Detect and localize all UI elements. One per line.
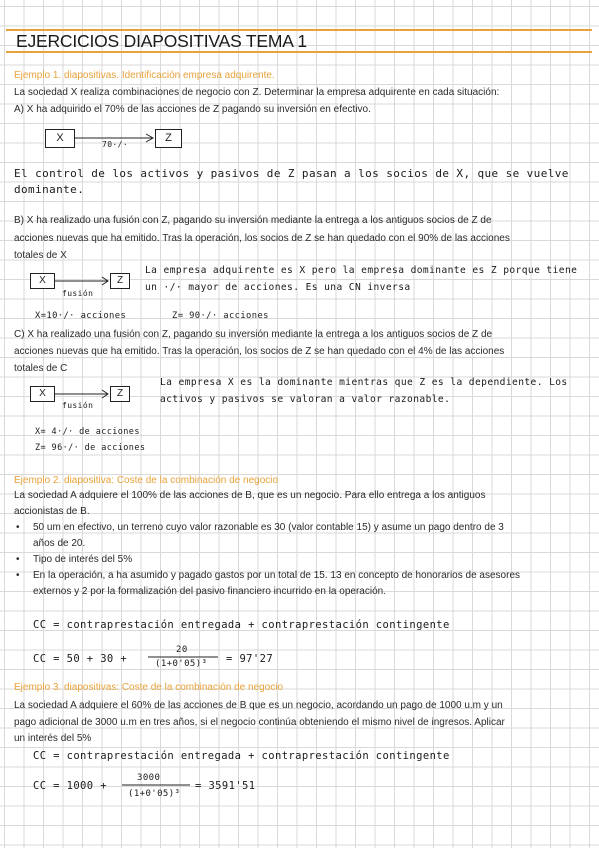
page-title: EJERCICIOS DIAPOSITIVAS TEMA 1	[16, 31, 307, 51]
example1-c-text-2: acciones nuevas que ha emitido. Tras la operación, los socios de Z se han quedado con el 4% de las acciones	[14, 346, 505, 357]
example3-intro-3: un interés del 5%	[14, 733, 92, 744]
example3-heading: Ejemplo 3. diapositivas: Coste de la combinación de negocio	[14, 682, 284, 693]
example3-intro-1: La sociedad A adquiere el 60% de las acciones de B que es un negocio, acordando un pago de 1000 u.m y un	[14, 700, 503, 711]
ex2-formula-lhs: CC = 50 + 30 +	[33, 653, 128, 665]
ex3-formula-result: = 3591'51	[195, 780, 256, 792]
c-note-line2: activos y pasivos se valoran a valor razonable.	[160, 394, 451, 405]
b-note-line1: La empresa adquirente es X pero la empresa dominante es Z porque tiene	[145, 265, 578, 276]
bullet2-marker: •	[16, 554, 20, 565]
bullet2-line1: Tipo de interés del 5%	[33, 554, 133, 565]
example1-intro: La sociedad X realiza combinaciones de negocio con Z. Determinar la empresa adquirente en cada situación:	[14, 87, 500, 98]
bullet3-marker: •	[16, 570, 20, 581]
ex2-formula-denominator: (1+0'05)³	[155, 659, 208, 669]
c-arrow-label: fusión	[62, 401, 94, 410]
ex2-formula-numerator: 20	[176, 645, 188, 655]
example1-c-text-3: totales de C	[14, 363, 68, 374]
bullet3-line2: externos y 2 por la formalización del pasivo financiero incurrido en la operación.	[33, 586, 386, 597]
b-box-z: Z	[110, 273, 130, 289]
b-box-x: X	[30, 273, 55, 289]
example2-heading: Ejemplo 2. diapositiva: Coste de la combinación de negocio	[14, 475, 279, 486]
a-note-line1: El control de los activos y pasivos de Z pasan a los socios de X, que se vuelve	[14, 167, 569, 180]
a-note-line2: dominante.	[14, 183, 85, 196]
bullet1-marker: •	[16, 522, 20, 533]
ex3-formula-lhs: CC = 1000 +	[33, 780, 107, 792]
example1-b-text-1: B) X ha realizado una fusión con Z, pagando su inversión mediante la entrega a los antiguos socios de Z de	[14, 215, 492, 226]
c-box-z: Z	[110, 386, 130, 402]
a-box-z: Z	[155, 129, 182, 148]
c-box-x: X	[30, 386, 55, 402]
example1-b-text-3: totales de X	[14, 250, 67, 261]
ex2-formula-result: = 97'27	[226, 653, 274, 665]
b-note-line2: un ·/· mayor de acciones. Es una CN inversa	[145, 282, 411, 293]
a-box-x: X	[45, 129, 75, 148]
ex2-formula-words: CC = contraprestación entregada + contraprestación contingente	[33, 619, 450, 631]
c-note-line1: La empresa X es la dominante mientras que Z es la dependiente. Los	[160, 377, 568, 388]
example1-a-text: A) X ha adquirido el 70% de las acciones de Z pagando su inversión en efectivo.	[14, 104, 371, 115]
c-x-percent: X= 4·/· de acciones	[35, 427, 140, 437]
example2-intro-2: accionistas de B.	[14, 506, 90, 517]
example1-heading: Ejemplo 1. diapositivas. Identificación empresa adquirente.	[14, 70, 275, 81]
b-x-percent: X=10·/· acciones	[35, 311, 127, 321]
ex3-formula-denominator: (1+0'05)³	[128, 789, 181, 799]
example1-c-text-1: C) X ha realizado una fusión con Z, pagando su inversión mediante la entrega a los antiguos socios de Z de	[14, 329, 493, 340]
ex3-formula-numerator: 3000	[137, 773, 161, 783]
example3-intro-2: pago adicional de 3000 u.m en tres años, si el negocio continúa obteniendo el mismo nivel de ingresos. Aplicar	[14, 717, 505, 728]
b-arrow-label: fusión	[62, 289, 94, 298]
a-arrow-label: 70·/·	[102, 140, 129, 149]
ex3-formula-words: CC = contraprestación entregada + contraprestación contingente	[33, 750, 450, 762]
example2-intro-1: La sociedad A adquiere el 100% de las acciones de B, que es un negocio. Para ello entrega a los antiguos	[14, 490, 486, 501]
b-z-percent: Z= 90·/· acciones	[172, 311, 269, 321]
bullet1-line2: años de 20.	[33, 538, 86, 549]
c-z-percent: Z= 96·/· de acciones	[35, 443, 146, 453]
bullet1-line1: 50 um en efectivo, un terreno cuyo valor razonable es 30 (valor contable 15) y asume un pago dentro de 3	[33, 522, 504, 533]
example1-b-text-2: acciones nuevas que ha emitido. Tras la operación, los socios de Z se han quedado con el 90% de las acciones	[14, 233, 510, 244]
bullet3-line1: En la operación, a ha asumido y pagado gastos por un total de 15. 13 en concepto de honorarios de asesores	[33, 570, 521, 581]
